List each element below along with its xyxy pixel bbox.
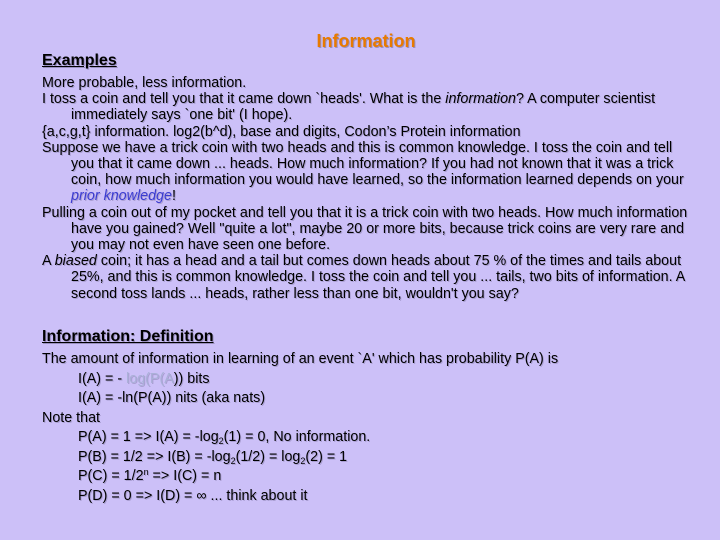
example-text: ! — [171, 188, 176, 205]
example-paragraph — [42, 91, 692, 123]
examples-body — [42, 75, 692, 302]
example-line — [42, 428, 692, 448]
example-text: coin; it has a head and a tail but comes down heads about 75 % of the times and tails about 25%, and this is common knowledge. I toss the coin and tell you ... tails, two bits of information. A second toss lands ... heads, rather less than one bit, wouldn't you say? — [71, 253, 685, 302]
subscript: 2 — [300, 455, 306, 466]
example-paragraph — [42, 75, 692, 91]
formula-text: (1) = 0, No information. — [223, 429, 371, 445]
emphasis-text: biased — [54, 253, 97, 270]
formula-text: => I(C) = n — [148, 468, 222, 484]
superscript: n — [143, 467, 149, 477]
examples-heading: Examples — [42, 52, 117, 69]
formula-text: (1/2) = log — [235, 448, 301, 465]
formula-text: (2) = 1 — [305, 448, 348, 465]
formula-text: I(A) = - — [78, 370, 127, 387]
example-line: P(D) = 0 => I(D) = ∞ ... think about it — [78, 487, 308, 504]
example-paragraph — [42, 140, 692, 205]
example-text: {a,c,g,t} information. log2(b^d), base and digits, Codon’s Protein information — [42, 123, 521, 140]
formula-text: )) bits — [173, 370, 210, 387]
example-text: A — [42, 253, 55, 270]
emphasis-text: information — [445, 91, 516, 108]
note-label: Note that — [42, 409, 101, 426]
emphasis-text: prior knowledge — [71, 188, 172, 205]
definition-intro: The amount of information in learning of an event `A' which has probability P(A) is — [42, 351, 559, 367]
formula-text: P(A) = 1 => I(A) = -log — [78, 429, 219, 445]
definition-heading: Information: Definition — [42, 328, 214, 345]
example-text: I toss a coin and tell you that it came down `heads'. What is the — [42, 91, 446, 108]
example-line — [42, 448, 692, 468]
formula-text: P(B) = 1/2 => I(B) = -log — [78, 448, 231, 465]
example-paragraph — [42, 124, 692, 140]
example-text: Pulling a coin out of my pocket and tell you that it is a trick coin with two heads. How much information have you gained? Well "quite a lot", maybe 20 or more bits, because trick coins are very rare and you may not even have seen one before. — [42, 204, 688, 254]
subscript: 2 — [218, 436, 224, 446]
formula-text: P(C) = 1/2 — [78, 468, 144, 484]
example-text: ? A computer scientist immediately says `one bit' (I hope). — [71, 91, 656, 124]
slide-title: Information — [316, 31, 416, 51]
example-paragraph — [42, 205, 692, 254]
example-text: Suppose we have a trick coin with two heads and this is common knowledge. I toss the coin and tell you that it came down ... heads. How much information? If you had not known that it was a trick coin, how much information you would have learned, so the information learned depends on your — [42, 139, 684, 189]
formula-bits — [42, 370, 692, 390]
definition-body — [42, 350, 692, 506]
example-text: More probable, less information. — [42, 75, 247, 91]
subscript: 2 — [230, 455, 236, 466]
example-line — [42, 467, 692, 487]
formula-nits: I(A) = -ln(P(A)) nits (aka nats) — [78, 390, 266, 406]
example-paragraph — [42, 253, 692, 302]
faded-text: log(P(A — [126, 370, 174, 387]
